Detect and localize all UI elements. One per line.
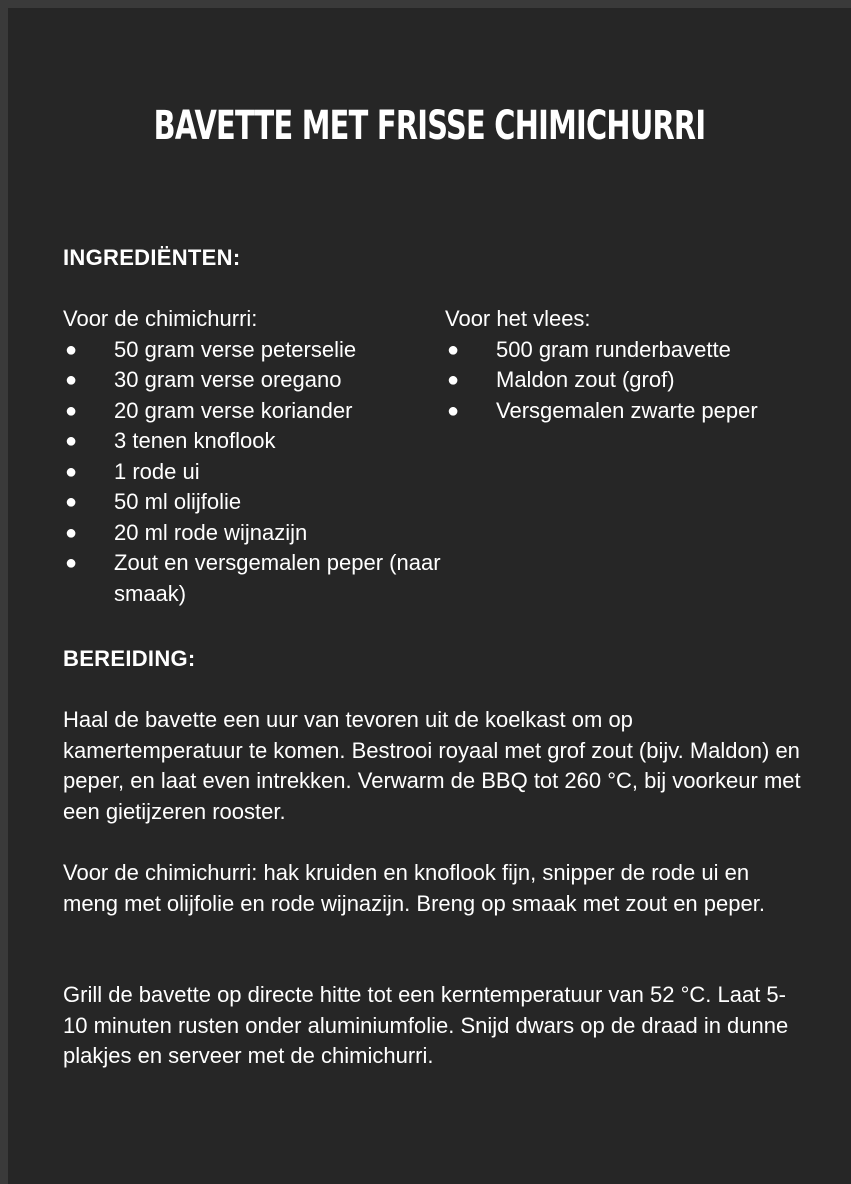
bullet-icon: ● bbox=[447, 399, 460, 422]
recipe-title: BAVETTE MET FRISSE CHIMICHURRI bbox=[153, 103, 706, 149]
chimichurri-list bbox=[63, 335, 443, 610]
list-item: ● 500 gram runderbavette bbox=[445, 335, 825, 366]
bullet-icon: ● bbox=[65, 430, 78, 452]
bullet-icon: ● bbox=[65, 491, 78, 513]
list-item: ● 20 gram verse koriander bbox=[63, 396, 443, 427]
list-item: ● 20 ml rode wijnazijn bbox=[63, 518, 443, 549]
list-item: ● 3 tenen knoflook bbox=[63, 426, 443, 457]
list-item: ● 50 gram verse peterselie bbox=[63, 335, 443, 366]
chimichurri-ingredients bbox=[63, 304, 443, 609]
recipe-card bbox=[8, 8, 851, 1184]
bullet-icon: ● bbox=[65, 552, 78, 574]
list-item: ● 30 gram verse oregano bbox=[63, 365, 443, 396]
meat-list bbox=[445, 335, 825, 427]
list-item: ● 1 rode ui bbox=[63, 457, 443, 488]
bullet-icon: ● bbox=[65, 521, 78, 544]
list-item: ● Versgemalen zwarte peper bbox=[445, 396, 825, 427]
preparation-paragraph: Haal de bavette een uur van tevoren uit de koelkast om op kamertemperatuur te komen. Bestrooi royaal met grof zout (bijv. Maldon) en peper, en laat even intrekken. Verwarm de BBQ tot 260 °C, bij voorkeur met een gietijzeren rooster. bbox=[63, 707, 801, 824]
preparation-paragraph: Grill de bavette op directe hitte tot een kerntemperatuur van 52 °C. Laat 5-10 minuten rusten onder aluminiumfolie. Snijd dwars op de draad in dunne plakjes en serveer met de chimichurri. bbox=[63, 982, 789, 1068]
preparation-heading: BEREIDING: bbox=[63, 646, 196, 671]
list-item: ● Zout en versgemalen peper (naar smaak) bbox=[65, 550, 441, 606]
bullet-icon: ● bbox=[447, 369, 460, 391]
bullet-icon: ● bbox=[65, 369, 78, 391]
ingredients-heading: INGREDIËNTEN: bbox=[63, 245, 241, 270]
list-item: ● Maldon zout (grof) bbox=[445, 365, 825, 396]
list-item: ● 50 ml olijfolie bbox=[63, 487, 443, 518]
bullet-icon: ● bbox=[65, 338, 78, 361]
preparation-paragraph: Voor de chimichurri: hak kruiden en knoflook fijn, snipper de rode ui en meng met olijfolie en rode wijnazijn. Breng op smaak met zout en peper. bbox=[63, 860, 765, 916]
meat-title: Voor het vlees: bbox=[445, 306, 591, 331]
meat-ingredients bbox=[445, 304, 825, 426]
bullet-icon: ● bbox=[65, 460, 78, 483]
bullet-icon: ● bbox=[447, 338, 460, 361]
bullet-icon: ● bbox=[65, 399, 78, 422]
chimichurri-title: Voor de chimichurri: bbox=[63, 306, 258, 331]
